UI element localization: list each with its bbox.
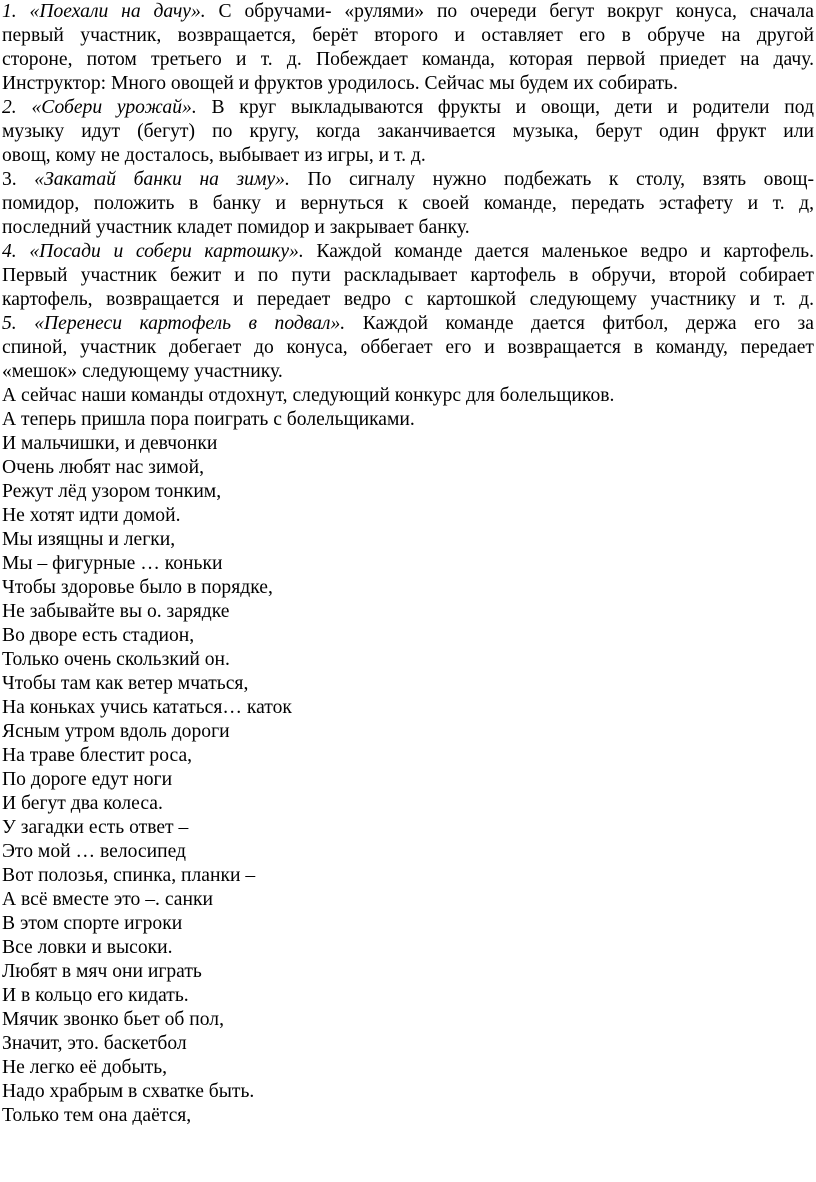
riddle-line: А всё вместе это –. санки bbox=[2, 889, 213, 910]
game-2-line-3: овощ, кому не досталось, выбывает из игры, и т. д. bbox=[2, 145, 426, 166]
game-3-line-1 bbox=[2, 168, 814, 192]
game-5-line-2: спиной, участник добегает до конуса, оббегает его и возвращается в команду, передает bbox=[2, 337, 814, 358]
game-2-number: 2. bbox=[2, 97, 17, 118]
game-5-line-1 bbox=[2, 312, 814, 336]
riddle-line: Только очень скользкий он. bbox=[2, 649, 230, 670]
game-4-line-1 bbox=[2, 240, 814, 264]
riddle-line: И бегут два колеса. bbox=[2, 793, 163, 814]
riddle-line: Это мой … велосипед bbox=[2, 841, 186, 862]
riddle-line: На траве блестит роса, bbox=[2, 745, 193, 766]
riddle-line: Не легко её добыть, bbox=[2, 1057, 168, 1078]
game-1-text: С обручами- «рулями» по очереди бегут вокруг конуса, сначала bbox=[218, 1, 814, 22]
game-4-title: «Посади и собери картошку». bbox=[29, 241, 304, 262]
riddle-line: Все ловки и высоки. bbox=[2, 937, 173, 958]
game-2-title: «Собери урожай». bbox=[31, 97, 197, 118]
announcement-line-1: А сейчас наши команды отдохнут, следующий конкурс для болельщиков. bbox=[2, 385, 615, 406]
riddle-line: В этом спорте игроки bbox=[2, 913, 183, 934]
riddle-line: Мячик звонко бьет об пол, bbox=[2, 1009, 224, 1030]
riddle-line: Надо храбрым в схватке быть. bbox=[2, 1081, 255, 1102]
game-5-title: «Перенеси картофель в подвал». bbox=[34, 313, 346, 334]
game-3-line-2: помидор, положить в банку и вернуться к своей команде, передать эстафету и т. д, bbox=[2, 193, 814, 214]
riddle-line: У загадки есть ответ – bbox=[2, 817, 189, 838]
game-4-number: 4. bbox=[2, 241, 17, 262]
riddle-line: Ясным утром вдоль дороги bbox=[2, 721, 230, 742]
riddle-line: Очень любят нас зимой, bbox=[2, 457, 204, 478]
game-3-title: «Закатай банки на зиму». bbox=[34, 169, 290, 190]
game-1-number: 1. bbox=[2, 1, 17, 22]
game-4-line-3: картофель, возвращается и передает ведро с картошкой следующему участнику и т. д. bbox=[2, 289, 814, 310]
riddle-line: Значит, это. баскетбол bbox=[2, 1033, 187, 1054]
game-3-number: 3. bbox=[2, 169, 17, 190]
riddle-line: Не хотят идти домой. bbox=[2, 505, 181, 526]
riddle-line: Мы изящны и легки, bbox=[2, 529, 176, 550]
game-1-line-3: стороне, потом третьего и т. д. Побеждает команда, которая первой приедет на дачу. bbox=[2, 49, 814, 70]
riddle-line: Во дворе есть стадион, bbox=[2, 625, 195, 646]
game-5-number: 5. bbox=[2, 313, 17, 334]
riddle-line: По дороге едут ноги bbox=[2, 769, 173, 790]
riddle-line: Только тем она даётся, bbox=[2, 1105, 192, 1126]
game-3-text: По сигналу нужно подбежать к столу, взять овощ- bbox=[307, 169, 814, 190]
game-4-line-2: Первый участник бежит и по пути раскладывает картофель в обручи, второй собирает bbox=[2, 265, 814, 286]
game-1-line-1 bbox=[2, 0, 814, 24]
game-1-line-2: первый участник, возвращается, берёт второго и оставляет его в обруче на другой bbox=[2, 25, 814, 46]
riddle-line: Любят в мяч они играть bbox=[2, 961, 202, 982]
game-2-text: В круг выкладываются фрукты и овощи, дети и родители под bbox=[211, 97, 814, 118]
riddle-line: Режут лёд узором тонким, bbox=[2, 481, 222, 502]
riddle-line: Мы – фигурные … коньки bbox=[2, 553, 223, 574]
game-2-line-1 bbox=[2, 96, 814, 120]
riddle-line: Чтобы здоровье было в порядке, bbox=[2, 577, 273, 598]
game-4-text: Каждой команде дается маленькое ведро и картофель. bbox=[316, 241, 814, 262]
instructor-line: Инструктор: Много овощей и фруктов уродилось. Сейчас мы будем их собирать. bbox=[2, 73, 678, 94]
game-2-line-2: музыку идут (бегут) по кругу, когда заканчивается музыка, берут один фрукт или bbox=[2, 121, 814, 142]
game-5-line-3: «мешок» следующему участнику. bbox=[2, 361, 283, 382]
riddle-line: Не забывайте вы о. зарядке bbox=[2, 601, 230, 622]
riddle-line: И в кольцо его кидать. bbox=[2, 985, 189, 1006]
riddle-line: Вот полозья, спинка, планки – bbox=[2, 865, 256, 886]
announcement-line-2: А теперь пришла пора поиграть с болельщиками. bbox=[2, 409, 415, 430]
game-5-text: Каждой команде дается фитбол, держа его за bbox=[362, 313, 814, 334]
riddle-line: И мальчишки, и девчонки bbox=[2, 433, 218, 454]
game-3-line-3: последний участник кладет помидор и закрывает банку. bbox=[2, 217, 470, 238]
game-1-title: «Поехали на дачу». bbox=[29, 1, 206, 22]
riddle-line: Чтобы там как ветер мчаться, bbox=[2, 673, 249, 694]
riddle-line: На коньках учись кататься… каток bbox=[2, 697, 292, 718]
